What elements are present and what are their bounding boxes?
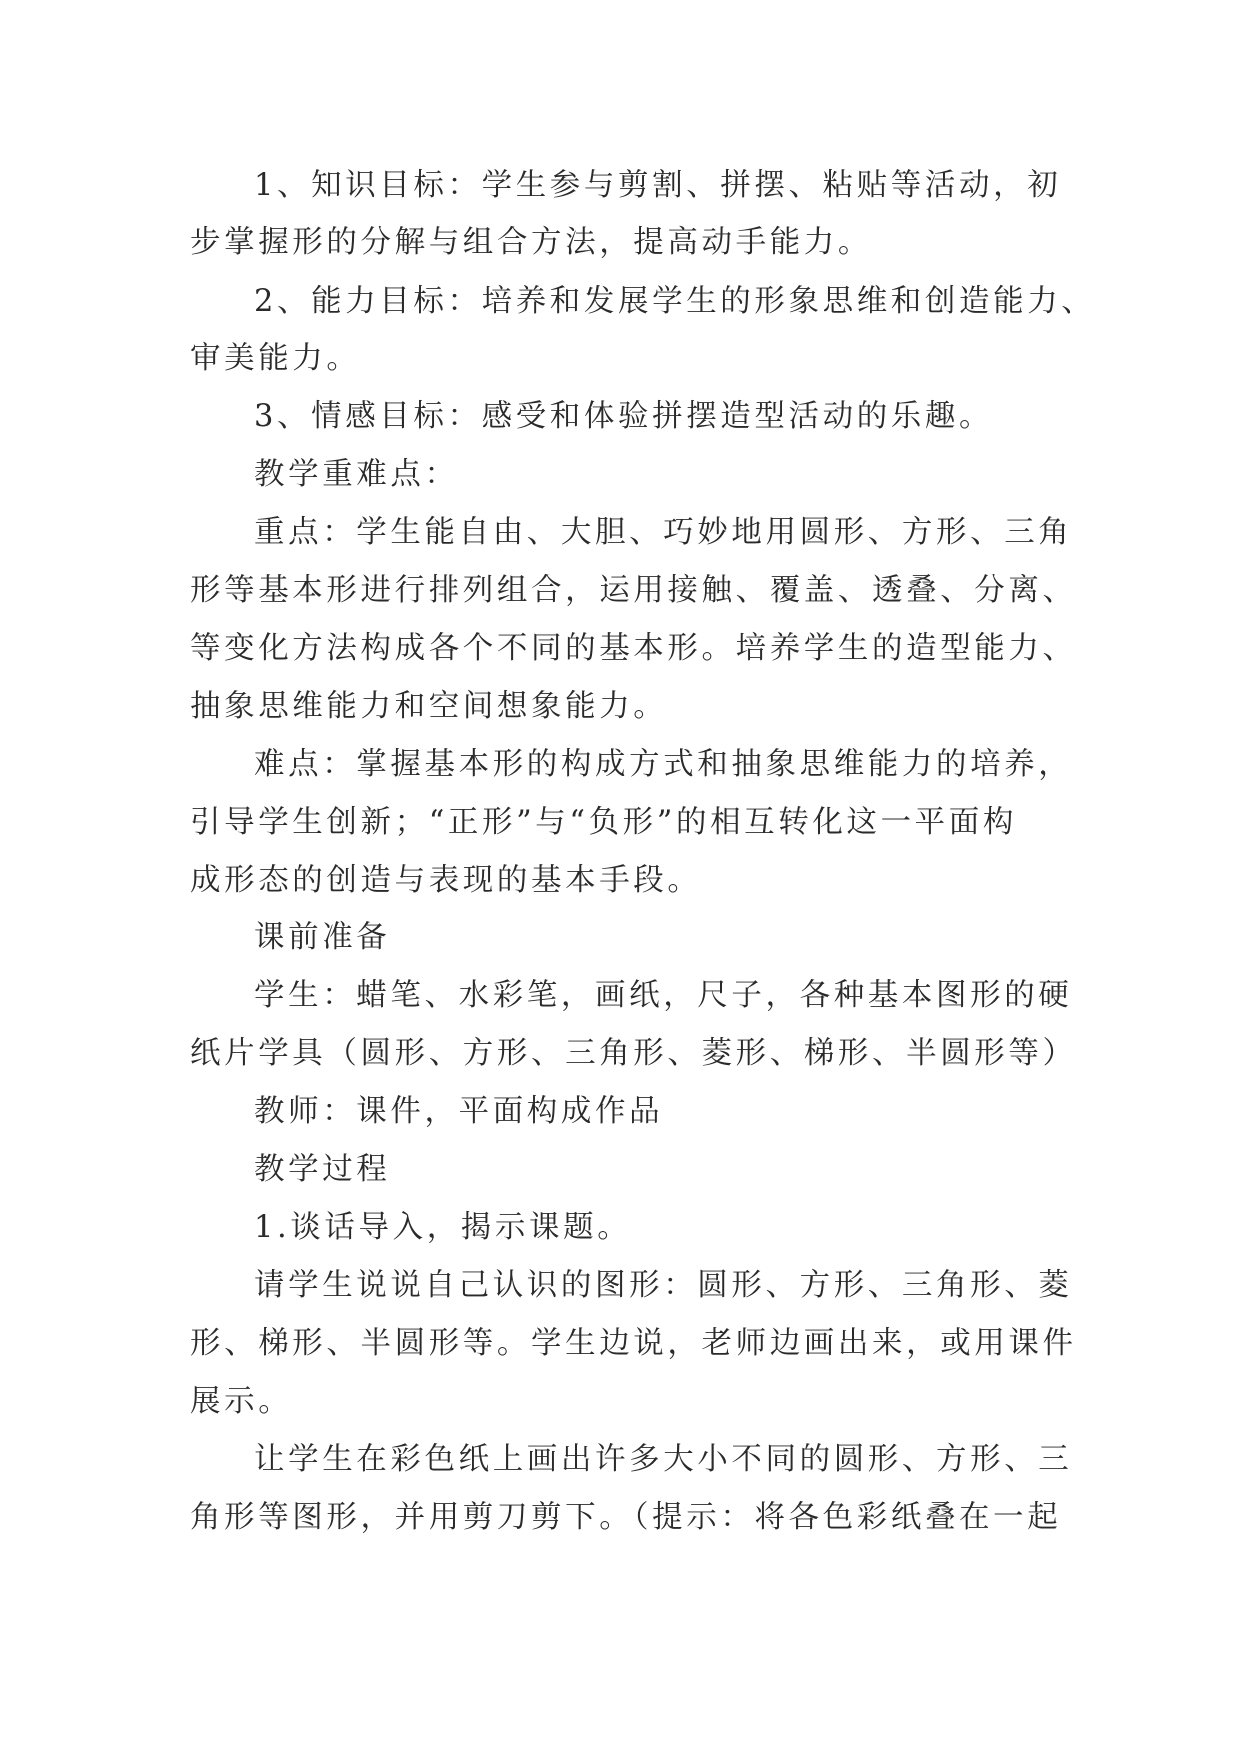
section-heading: 教学重难点： bbox=[254, 457, 459, 492]
text-line: 步掌握形的分解与组合方法，提高动手能力。 bbox=[190, 225, 872, 260]
text-line: 学生：蜡笔、水彩笔，画纸，尺子，各种基本图形的硬 bbox=[254, 978, 1073, 1013]
text-line: 请学生说说自己认识的图形：圆形、方形、三角形、菱 bbox=[254, 1268, 1073, 1303]
text-line: 3、情感目标：感受和体验拼摆造型活动的乐趣。 bbox=[254, 399, 994, 434]
text-line: 抽象思维能力和空间想象能力。 bbox=[190, 689, 668, 724]
text-line: 纸片学具（圆形、方形、三角形、菱形、梯形、半圆形等） bbox=[190, 1036, 1077, 1071]
section-heading: 教学过程 bbox=[254, 1152, 391, 1187]
text-line: 审美能力。 bbox=[190, 341, 361, 376]
text-line: 形等基本形进行排列组合，运用接触、覆盖、透叠、分离、 bbox=[190, 573, 1077, 608]
text-line: 让学生在彩色纸上画出许多大小不同的圆形、方形、三 bbox=[254, 1442, 1073, 1477]
text-line: 等变化方法构成各个不同的基本形。培养学生的造型能力、 bbox=[190, 631, 1077, 666]
text-line: 成形态的创造与表现的基本手段。 bbox=[190, 863, 702, 898]
text-line: 2、能力目标：培养和发展学生的形象思维和创造能力、 bbox=[254, 284, 1096, 319]
text-line: 难点：掌握基本形的构成方式和抽象思维能力的培养， bbox=[254, 747, 1073, 782]
text-line: 角形等图形，并用剪刀剪下。（提示：将各色彩纸叠在一起 bbox=[190, 1500, 1062, 1535]
text-line: 1、知识目标：学生参与剪割、拼摆、粘贴等活动，初 bbox=[254, 168, 1062, 203]
text-line: 形、梯形、半圆形等。学生边说，老师边画出来，或用课件 bbox=[190, 1326, 1077, 1361]
section-heading: 课前准备 bbox=[254, 920, 391, 955]
text-line: 引导学生创新；“正形”与“负形”的相互转化这一平面构 bbox=[190, 805, 1017, 840]
text-line: 1.谈话导入，揭示课题。 bbox=[254, 1210, 632, 1245]
text-line: 教师：课件，平面构成作品 bbox=[254, 1094, 664, 1129]
text-line: 重点：学生能自由、大胆、巧妙地用圆形、方形、三角 bbox=[254, 515, 1073, 550]
text-line: 展示。 bbox=[190, 1384, 293, 1419]
